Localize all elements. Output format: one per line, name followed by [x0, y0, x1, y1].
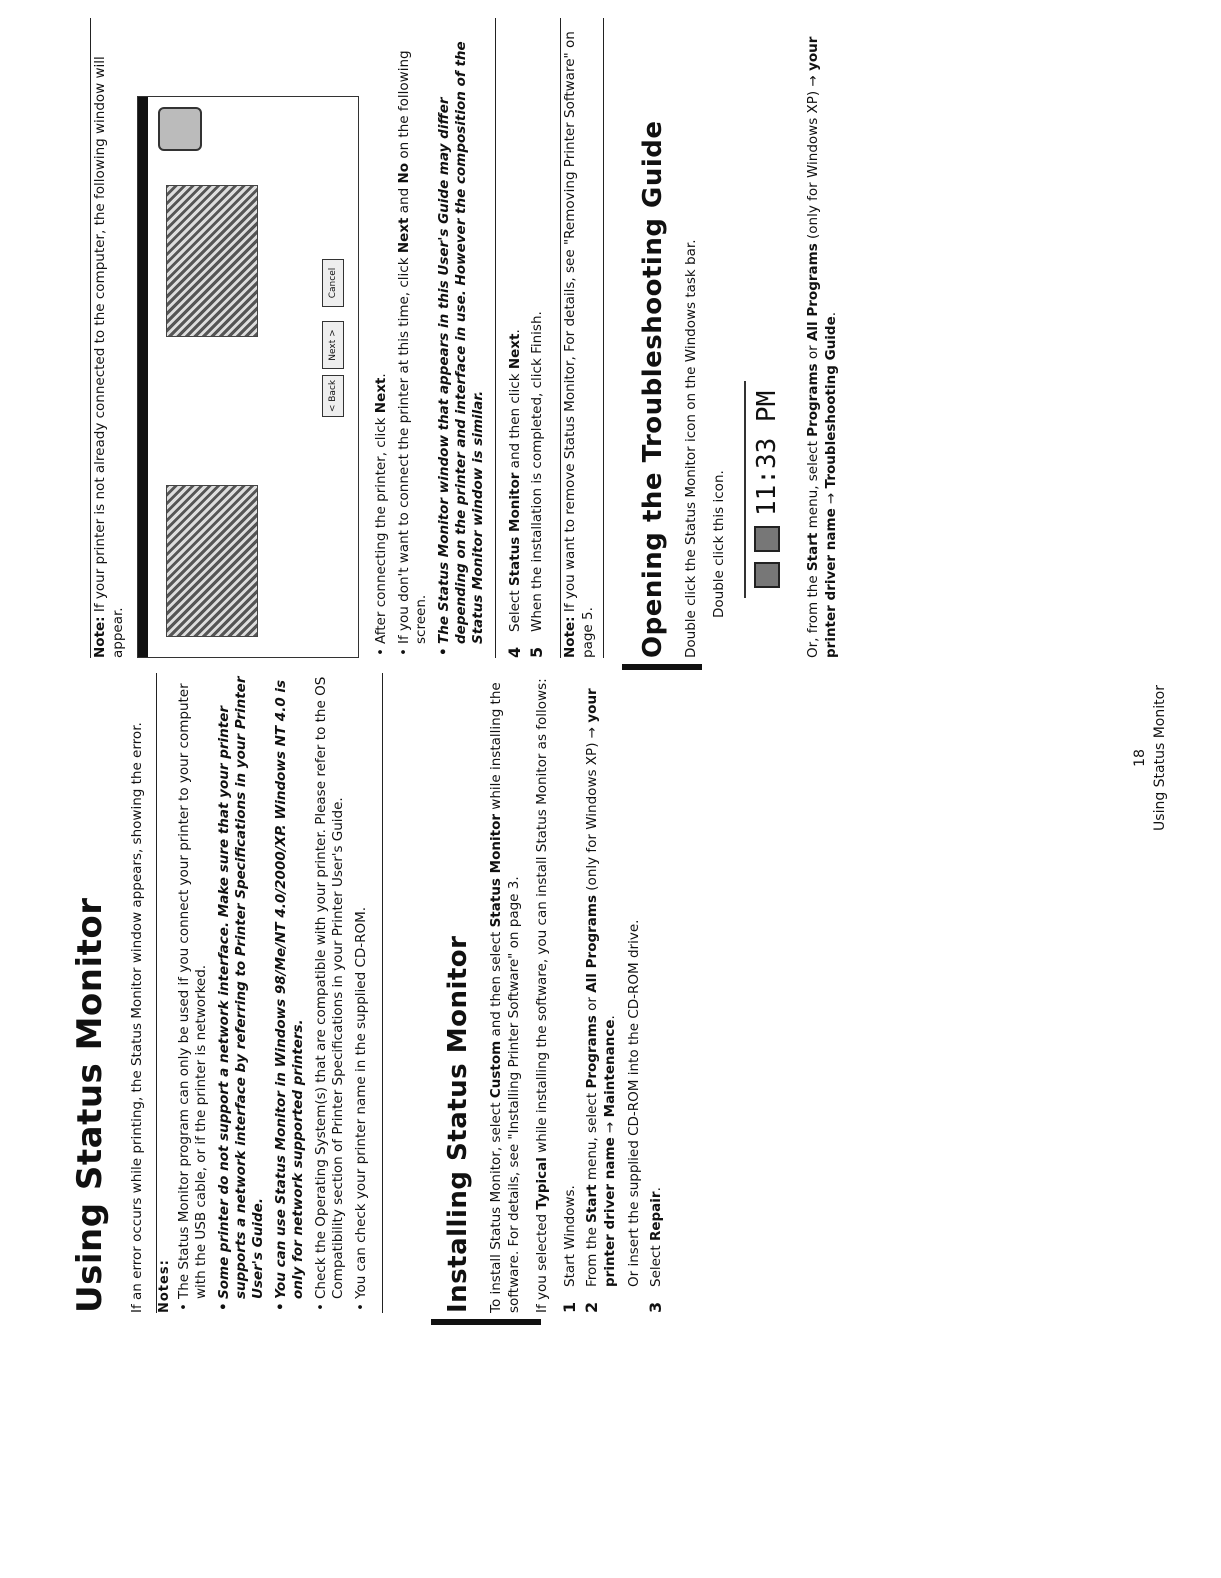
step-item: 3 Select Repair.: [646, 1187, 665, 1313]
note-2: Note: If you want to remove Status Monitor, For details, see "Removing Printer Software" on page 5.: [560, 18, 604, 658]
intro-paragraph: If an error occurs while printing, the Status Monitor window appears, showing the error.: [129, 722, 145, 1313]
running-title: Using Status Monitor: [1152, 685, 1168, 831]
note-item: • Some printer do not support a network interface. Make sure that your printer supports a network interface by referring to Printer Specifications in your Printer User's Guide.: [216, 673, 267, 1313]
install-paragraph-2: If you selected Typical while installing the software, you can install Status Monitor as follows:: [534, 678, 550, 1313]
wizard-titlebar: [138, 97, 148, 657]
page-footer: [1130, 658, 1170, 858]
guide-paragraph-1: Double click the Status Monitor icon on the Windows task bar.: [683, 239, 699, 658]
bullet-item: • If you don't want to connect the printer at this time, click Next and No on the following screen.: [396, 18, 430, 658]
tray-clock: 11:33 PM: [752, 390, 782, 516]
bullet-item: • After connecting the printer, click Next.: [373, 18, 390, 658]
step-alternative: Or insert the supplied CD-ROM into the CD-ROM drive.: [626, 919, 642, 1287]
note-item: • The Status Monitor program can only be used if you connect your printer to your computer with the USB cable, or if the printer is networked.: [176, 673, 210, 1313]
install-steps: [561, 673, 619, 1313]
note-item: • Check the Operating System(s) that are compatible with your printer. Please refer to the OS Compatibility section of Printer Specifications in your Printer User's Guide.: [313, 673, 347, 1313]
icon-caption: Double click this icon.: [711, 470, 727, 618]
bullet-item: • The Status Monitor window that appears in this User's Guide may differ depending on the printer and interface in use. However the composition of the Status Monitor window is similar.: [436, 18, 487, 658]
guide-section: [638, 18, 840, 658]
connect-bullets: [373, 18, 487, 658]
guide-paragraph-2: Or, from the Start menu, select Programs or All Programs (only for Windows XP) → your printer driver name → Troubleshooting Guide.: [805, 36, 839, 658]
install-steps-2: [506, 18, 546, 658]
step-item: 2 From the Start menu, select Programs or All Programs (only for Windows XP) → your printer driver name → Maintenance.: [582, 688, 618, 1313]
wizard-back-button[interactable]: < Back: [322, 375, 344, 417]
notes-box: [156, 673, 383, 1313]
status-monitor-tray-icon[interactable]: [754, 562, 780, 588]
notes-list: [176, 673, 370, 1313]
wizard-logo-icon: [158, 107, 202, 151]
note-item: • You can check your printer name in the supplied CD-ROM.: [353, 673, 370, 1313]
wizard-screenshot: [137, 96, 359, 658]
section-marker-bar: [622, 664, 702, 670]
guide-heading: Opening the Troubleshooting Guide: [638, 120, 668, 658]
install-section: [443, 673, 665, 1313]
wizard-image-right: [166, 185, 258, 337]
page-number: 18: [1132, 749, 1148, 767]
notes-label: Notes:: [157, 1259, 172, 1313]
install-heading: Installing Status Monitor: [443, 935, 473, 1313]
section-marker-bar: [431, 1319, 541, 1325]
wizard-cancel-button[interactable]: Cancel: [322, 259, 344, 307]
install-paragraph-1: To install Status Monitor, select Custom and then select Status Monitor while installing the software. For details, see "Installing Printer Software" on page 3.: [488, 682, 522, 1313]
left-column: [70, 673, 669, 1313]
wizard-next-button[interactable]: Next >: [322, 321, 344, 369]
wizard-image-left: [166, 485, 258, 637]
tray-icon: [754, 526, 780, 552]
page-title: Using Status Monitor: [70, 897, 110, 1313]
right-column: [90, 18, 850, 658]
step-item: 4 Select Status Monitor and then click Next.: [505, 329, 524, 658]
note-item: • You can use Status Monitor in Windows 98/Me/NT 4.0/2000/XP. Windows NT 4.0 is only for network supported printers.: [273, 673, 307, 1313]
taskbar-tray: [744, 381, 788, 598]
step-item: 5 When the installation is completed, click Finish.: [527, 311, 546, 658]
install-steps-cont: [647, 673, 665, 1313]
step-item: 1 Start Windows.: [560, 1185, 579, 1313]
divider: [495, 18, 496, 658]
note-1: Note: If your printer is not already connected to the computer, the following window will appear.: [90, 18, 127, 658]
